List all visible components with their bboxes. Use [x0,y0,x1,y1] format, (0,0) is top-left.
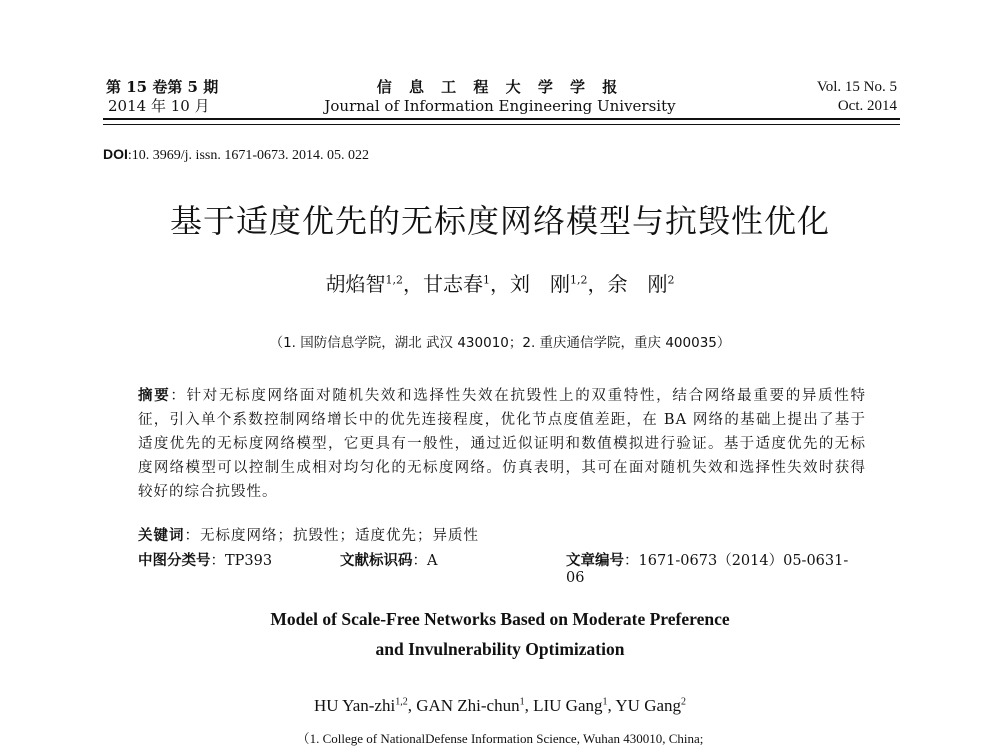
author-en-3: LIU Gang [533,696,603,715]
classification-line [138,549,866,586]
volume-cn: 第 15 卷第 5 期 [106,78,219,96]
journal-name-cn: 信 息 工 程 大 学 学 报 [376,78,624,96]
abstract-label: 摘要 [138,388,171,404]
doi-label: DOI [103,146,128,162]
author-cn-1-sup: 1,2 [385,273,403,287]
clc-value: ：TP393 [210,553,273,569]
abstract-text: ：针对无标度网络面对随机失效和选择性失效在抗毁性上的双重特性，结合网络最重要的异质性特征，引入单个系数控制网络增长中的优先连接程度，优化节点度值差距，在 BA 网络的基础上提出了基于适度优先的无标度网络模型，它更具有一般性，通过近似证明和数值模拟进行验证。基于适度优先的无标度网络模型可以控制生成相对均匀化的无标度网络。仿真表明，其可在面对随机失效和选择性失效时获得较好的综合抗毁性。 [138,388,867,500]
authors-cn: 胡焰智$^{1,2}$，甘志春$^1$，刘 刚$^{1,2}$，余 刚$^2$ [325,272,675,296]
article-number-value: ：1671-0673（2014）05-0631-06 [566,553,849,586]
author-en-1: HU Yan-zhi [313,696,396,715]
keywords-cn [138,524,479,545]
doc-code-field [340,549,437,570]
date-cn: 2014 年 10 月 [108,97,210,115]
article-number-label: 文章编号 [566,553,624,569]
author-en-3-sup: 1 [602,696,608,708]
authors-en: HU Yan-zhi$^{1,2}$, GAN Zhi-chun$^1$, LIU Gang$^1$, YU Gang$^2$ [313,696,687,715]
author-en-2: GAN Zhi-chun [416,696,520,715]
author-cn-4: 余 刚 [607,272,668,296]
author-en-1-sup: 1,2 [395,696,408,708]
date-en: Oct. 2014 [837,98,897,114]
affiliation-en: （1. College of NationalDefense Information Science, Wuhan 430010, China; [296,731,704,746]
author-cn-3: 刘 刚 [510,272,570,296]
journal-name-en: Journal of Information Engineering University [324,97,676,115]
clc-field [138,553,272,569]
author-en-2-sup: 1 [519,696,525,708]
header-rule-thick [103,118,900,120]
author-cn-3-sup: 1,2 [570,273,588,287]
paper-title-cn: 基于适度优先的无标度网络模型与抗毁性优化 [169,202,830,240]
title-en-line-2: and Invulnerability Optimization [375,639,625,659]
title-en-line-1: Model of Scale-Free Networks Based on Moderate Preference [270,609,730,629]
volume-en: Vol. 15 No. 5 [816,79,897,95]
abstract-cn [138,384,866,504]
paper-title-en [0,604,1000,664]
doi-value: :10. 3969/j. issn. 1671-0673. 2014. 05. 022 [127,148,370,163]
doc-code-label: 文献标识码 [340,553,413,569]
author-cn-1: 胡焰智 [325,272,386,296]
clc-label: 中图分类号 [138,553,211,569]
article-number-field [566,549,866,586]
doc-code-value: ：A [412,553,438,569]
author-en-4: YU Gang [615,696,682,715]
doi-line [103,146,369,164]
affiliation-cn: （1. 国防信息学院，湖北 武汉 430010；2. 重庆通信学院，重庆 400035） [269,335,731,351]
author-en-4-sup: 2 [681,696,687,708]
author-cn-4-sup: 2 [667,273,675,287]
issue-info-en [817,78,897,116]
author-cn-2: 甘志春 [423,272,483,296]
keywords-text: ：无标度网络；抗毁性；适度优先；异质性 [184,528,479,544]
keywords-label: 关键词 [138,528,185,544]
header-rule-thin [103,124,900,125]
author-cn-2-sup: 1 [483,273,490,287]
